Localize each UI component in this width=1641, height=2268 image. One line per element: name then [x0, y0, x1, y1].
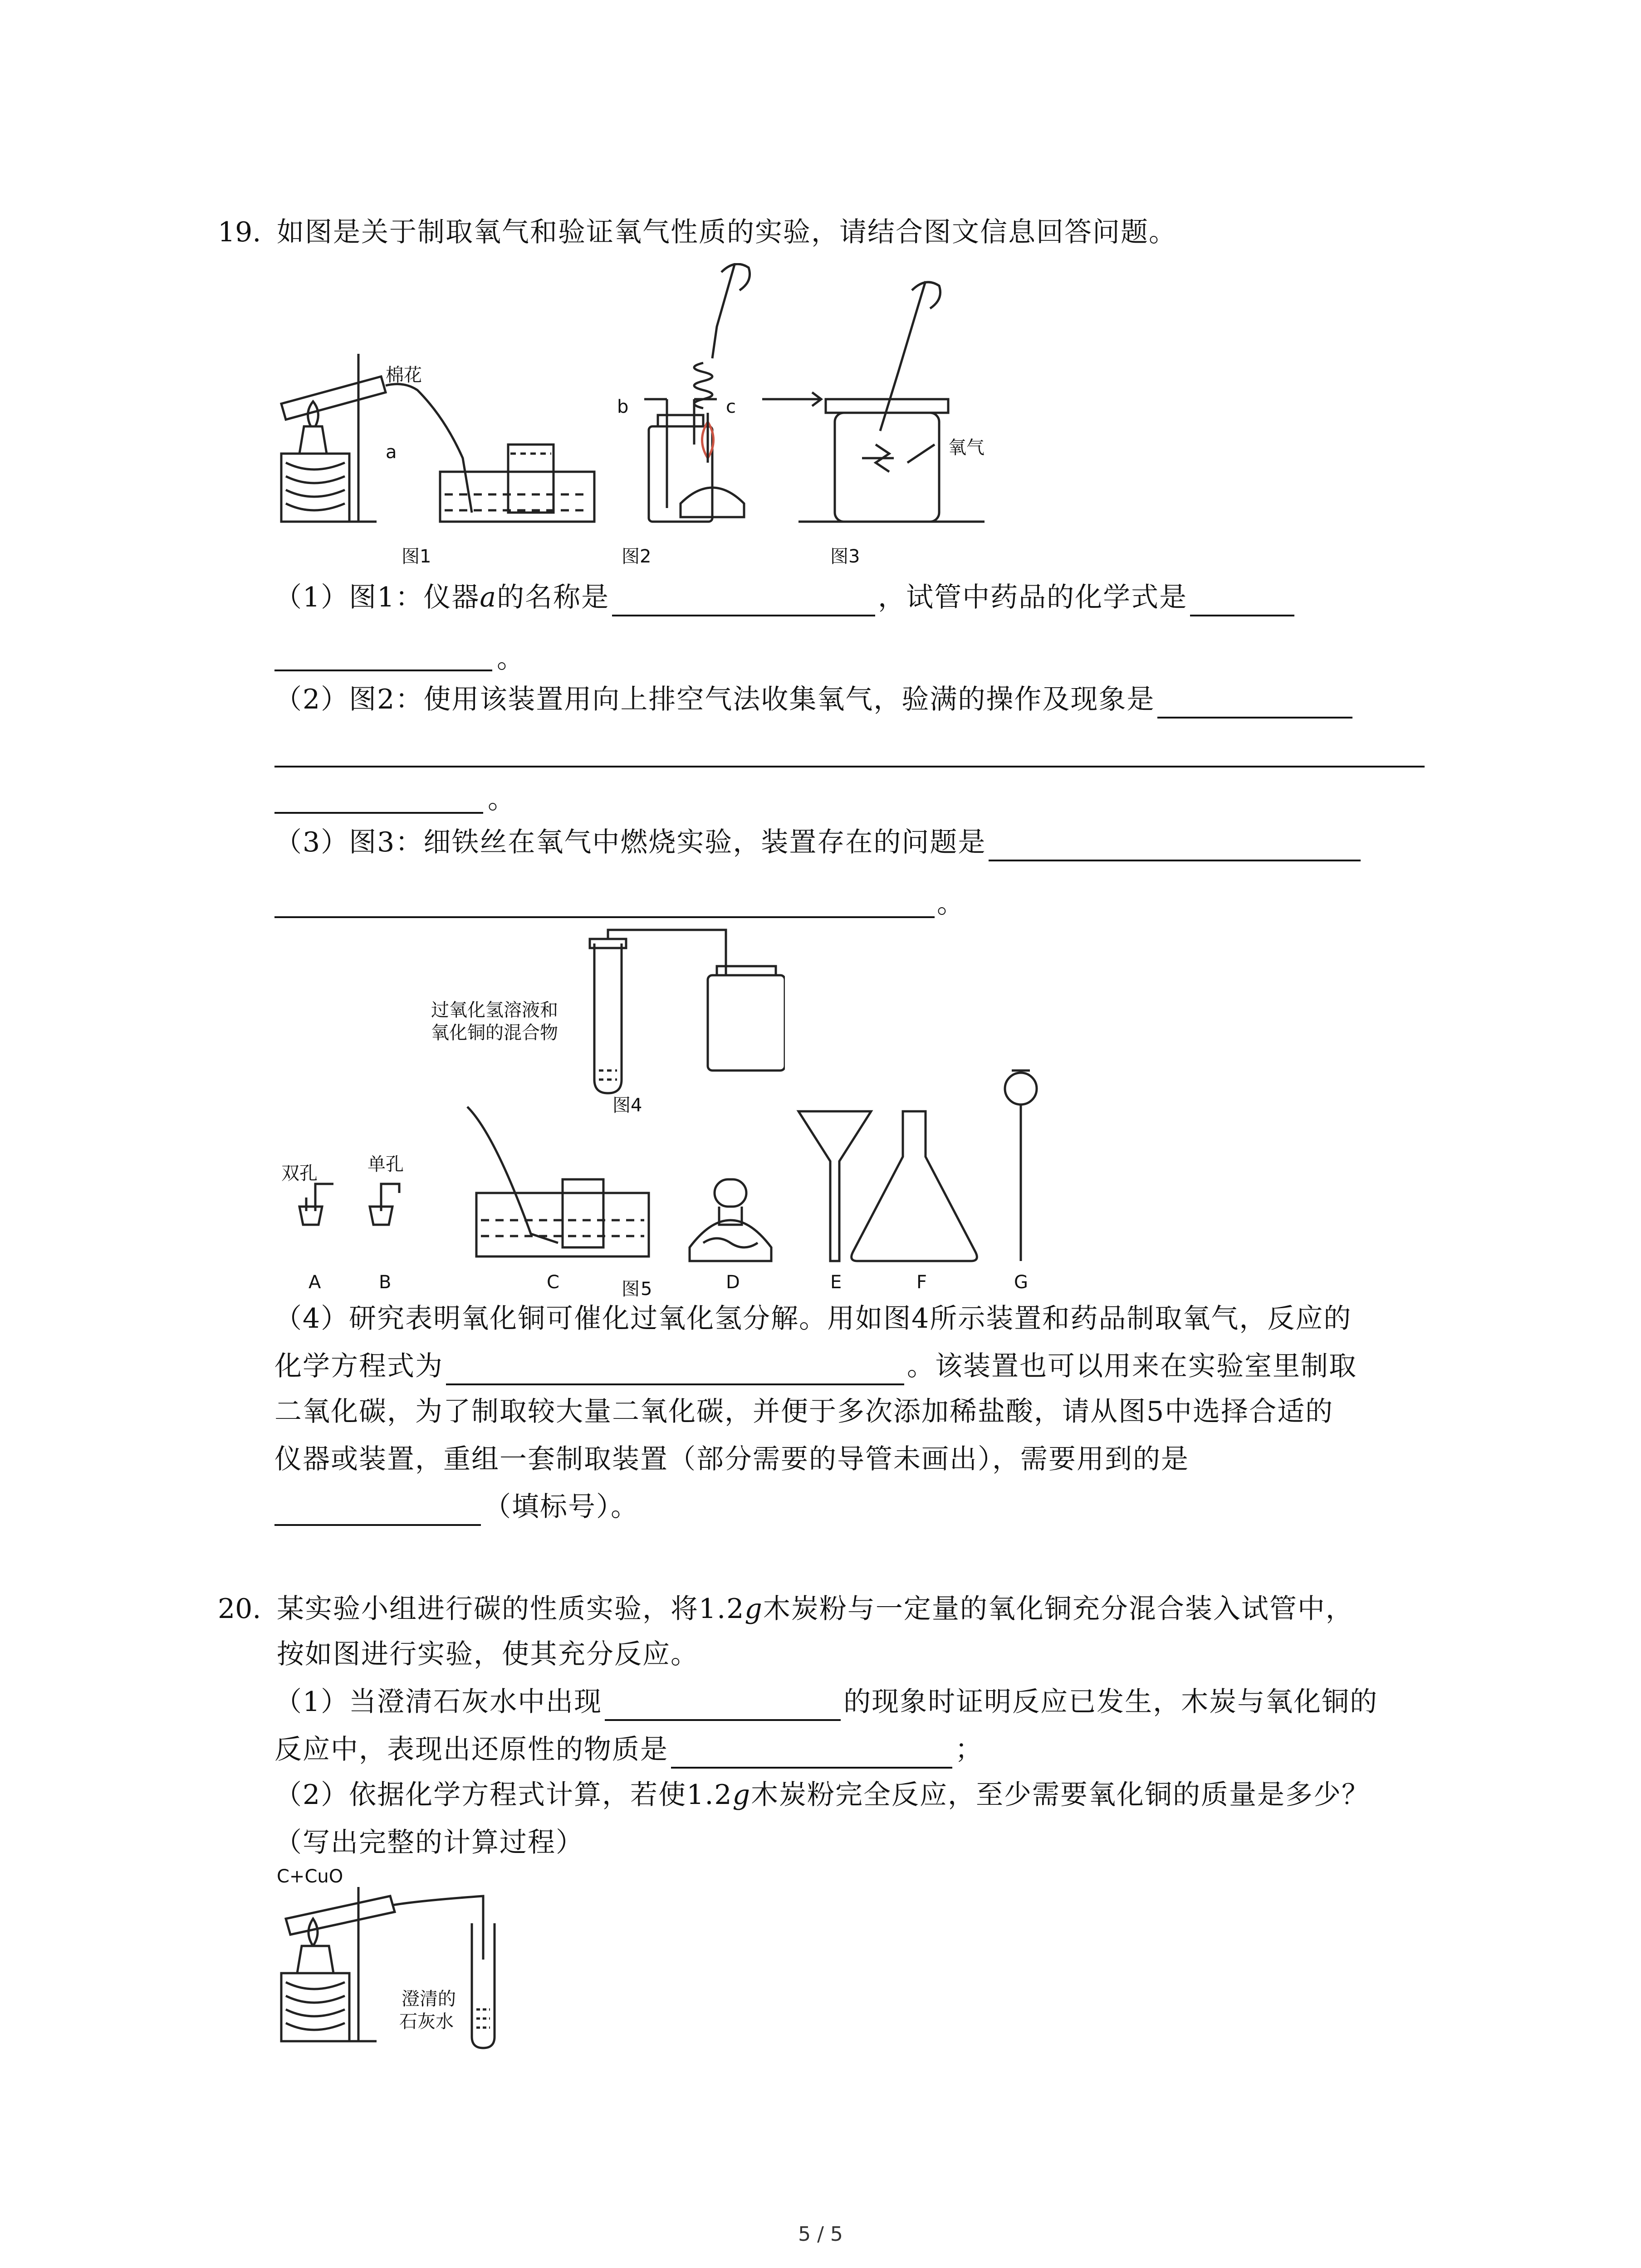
- fig5-letter-A: A: [309, 1272, 321, 1293]
- q19-part1-var: a: [480, 582, 497, 613]
- answer-blank-apparatus-choice[interactable]: [274, 1496, 481, 1526]
- fig5-letter-C: C: [547, 1272, 559, 1293]
- fig5-label-single-hole: 单孔: [367, 1154, 404, 1175]
- apparatus-figures-1-3-drawing: [272, 263, 1043, 581]
- q20-part2-line1: [274, 1776, 1370, 1814]
- question-20-number: 20.: [218, 1593, 261, 1625]
- fig4-label-line1: 过氧化氢溶液和: [431, 1000, 558, 1021]
- answer-blank-equation[interactable]: [446, 1355, 904, 1385]
- q20-part2-unit: g: [732, 1779, 751, 1811]
- fig5-letter-G: G: [1014, 1272, 1028, 1293]
- q20-part2-suffix: 木炭粉完全反应，至少需要氧化铜的质量是多少？: [751, 1779, 1370, 1811]
- q20-unit: g: [745, 1593, 763, 1625]
- q20-part1-line2: [274, 1730, 983, 1769]
- q20-part2-line2: （写出完整的计算过程）: [274, 1827, 584, 1858]
- q20-line2: 按如图进行实验，使其充分反应。: [277, 1638, 699, 1670]
- q20-part1-line1: [274, 1683, 1378, 1721]
- q20-part1-prefix: （1）当澄清石灰水中出现: [274, 1686, 603, 1718]
- figure-1-2-3: [272, 263, 1043, 581]
- figure-5: [272, 1066, 1071, 1306]
- answer-blank-apparatus-a[interactable]: [612, 587, 875, 616]
- answer-blank-problem-part2[interactable]: [274, 916, 935, 918]
- q19-part4-line2: [274, 1347, 1357, 1385]
- q19-part2-text: （2）图2：使用该装置用向上排空气法收集氧气，验满的操作及现象是: [274, 684, 1155, 715]
- answer-blank-reducing-agent[interactable]: [671, 1739, 952, 1769]
- caption-figure-5: 图5: [622, 1279, 653, 1300]
- q19-part2-line1: [274, 680, 1355, 719]
- label-cotton: 棉花: [386, 365, 422, 386]
- answer-blank-formula-part2[interactable]: [274, 670, 492, 671]
- answer-blank-problem-part1[interactable]: [989, 831, 1361, 861]
- q19-part3-text: （3）图3：细铁丝在氧气中燃烧实验，装置存在的问题是: [274, 826, 986, 858]
- q19-part4-line1: （4）研究表明氧化铜可催化过氧化氢分解。用如图4所示装置和药品制取氧气，反应的: [274, 1303, 1352, 1334]
- q20-label-lime-line1: 澄清的: [402, 1989, 456, 2009]
- q19-part4-line5-suffix: （填标号）。: [484, 1491, 639, 1523]
- fig5-letter-D: D: [726, 1272, 740, 1293]
- q19-part1-end: 。: [497, 643, 525, 675]
- question-19-number: 19.: [218, 216, 261, 248]
- q19-part4-line3: 二氧化碳，为了制取较大量二氧化碳，并便于多次添加稀盐酸，请从图5中选择合适的: [274, 1396, 1334, 1427]
- label-oxygen: 氧气: [948, 437, 985, 458]
- q20-line1-prefix: 某实验小组进行碳的性质实验，将: [277, 1593, 699, 1625]
- caption-figure-1: 图1: [402, 546, 431, 567]
- q20-part1-line2-end: ；: [955, 1734, 983, 1765]
- page-number: 5 / 5: [798, 2223, 843, 2246]
- q20-line1-suffix: 木炭粉与一定量的氧化铜充分混合装入试管中，: [763, 1593, 1354, 1625]
- label-a: a: [386, 442, 397, 463]
- q19-part1-prefix: （1）图1：仪器: [274, 582, 480, 613]
- answer-blank-verify-part3[interactable]: [274, 812, 483, 814]
- q19-part4-line2-suffix: 。该装置也可以用来在实验室里制取: [907, 1350, 1357, 1382]
- answer-blank-verify-part1[interactable]: [1157, 689, 1352, 719]
- q20-part2-prefix: （2）依据化学方程式计算，若使: [274, 1779, 687, 1811]
- q19-part3-line1: [274, 823, 1363, 861]
- q19-part4-line4: 仪器或装置，重组一套制取装置（部分需要的导管未画出），需要用到的是: [274, 1443, 1189, 1475]
- q19-part1-line1: [274, 578, 1297, 616]
- fig4-label-line2: 氧化铜的混合物: [431, 1022, 558, 1043]
- q20-part1-suffix: 的现象时证明反应已发生，木炭与氧化铜的: [843, 1686, 1378, 1718]
- answer-blank-formula-part1[interactable]: [1190, 587, 1294, 616]
- figure-5-drawing: [272, 1066, 1071, 1306]
- q20-line1: [277, 1590, 1354, 1628]
- question-19-intro: 如图是关于制取氧气和验证氧气性质的实验，请结合图文信息回答问题。: [277, 216, 1177, 248]
- q19-part2-end: 。: [488, 783, 516, 815]
- q19-part1-mid: 的名称是: [497, 582, 610, 613]
- caption-figure-2: 图2: [622, 546, 652, 567]
- caption-figure-3: 图3: [830, 546, 860, 567]
- q20-part2-mass: 1.2: [686, 1779, 733, 1811]
- q20-label-reagent: C+CuO: [277, 1866, 343, 1887]
- q19-part4-line2-prefix: 化学方程式为: [274, 1350, 443, 1382]
- figure-q20: [272, 1860, 544, 2050]
- q20-mass: 1.2: [699, 1593, 745, 1625]
- label-c: c: [726, 396, 736, 417]
- q20-part1-line2-prefix: 反应中，表现出还原性的物质是: [274, 1734, 668, 1765]
- figure-q20-drawing: [272, 1860, 544, 2050]
- q19-part4-line5: [274, 1488, 639, 1526]
- q19-part1-after: ，试管中药品的化学式是: [878, 582, 1188, 613]
- fig5-letter-B: B: [379, 1272, 392, 1293]
- fig5-label-double-hole: 双孔: [281, 1163, 318, 1184]
- fig5-letter-E: E: [830, 1272, 842, 1293]
- fig5-letter-F: F: [916, 1272, 927, 1293]
- answer-blank-phenomenon[interactable]: [605, 1691, 841, 1721]
- q19-part3-end: 。: [937, 888, 965, 919]
- q20-label-lime-line2: 石灰水: [399, 2011, 454, 2032]
- label-b: b: [617, 396, 629, 417]
- caption-figure-4: 图4: [612, 1095, 642, 1116]
- answer-blank-verify-part2[interactable]: [274, 766, 1425, 767]
